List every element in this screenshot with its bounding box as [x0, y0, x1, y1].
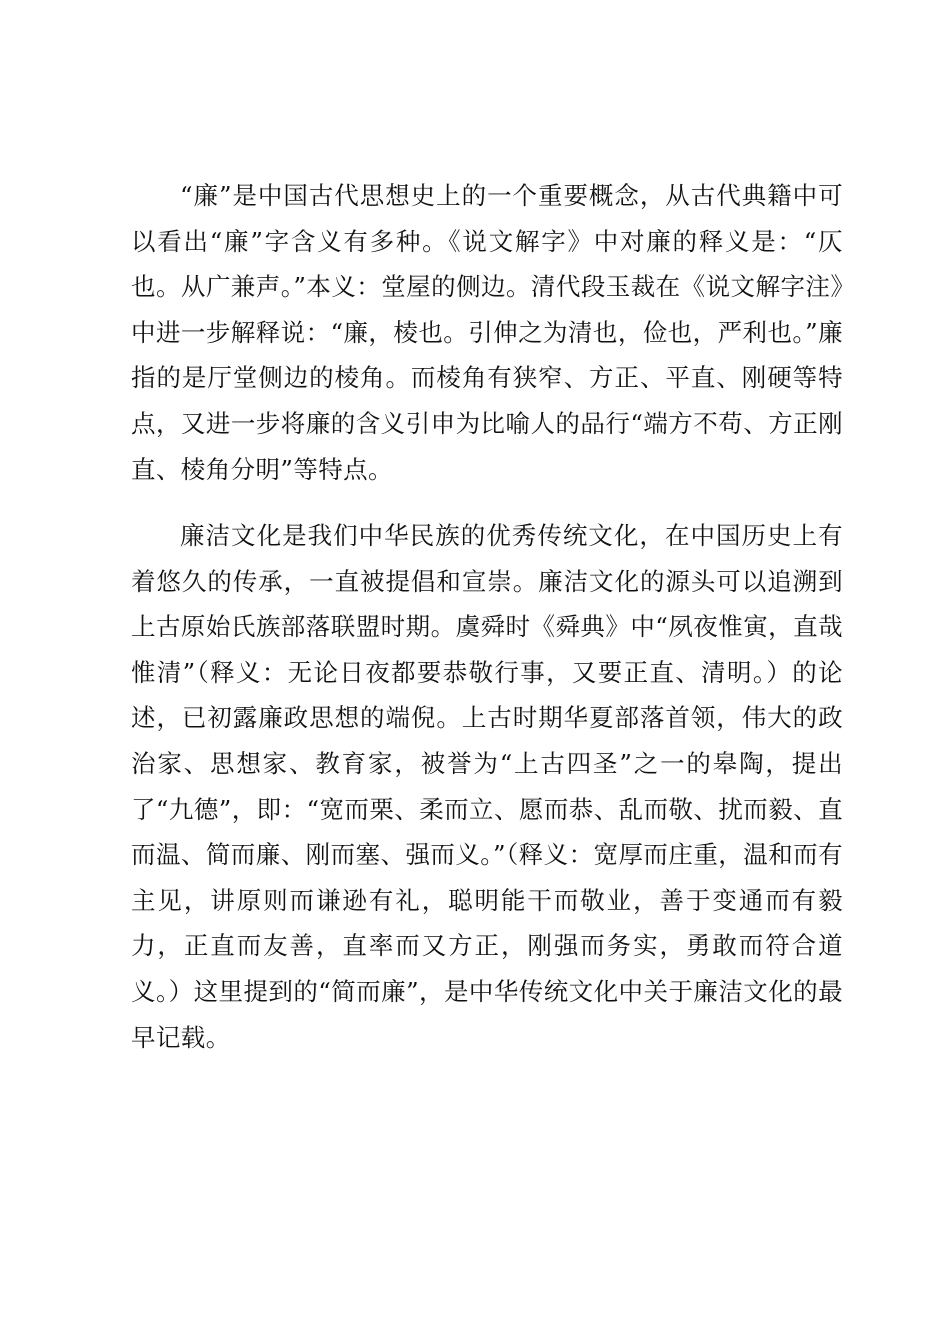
paragraph-integrity-culture: 廉洁文化是我们中华民族的优秀传统文化，在中国历史上有着悠久的传承，一直被提倡和宣崇。廉洁文化的源头可以追溯到上古原始氏族部落联盟时期。虞舜时《舜典》中“夙夜惟寅，直哉惟清”（释义：无论日夜都要恭敬行事，又要正直、清明。）的论述，已初露廉政思想的端倪。上古时期华夏部落首领，伟大的政治家、思想家、教育家，被誉为“上古四圣”之一的皋陶，提出了“九德”，即：“宽而栗、柔而立、愿而恭、乱而敬、扰而毅、直而温、简而廉、刚而塞、强而义。”（释义：宽厚而庄重，温和而有主见，讲原则而谦逊有礼，聪明能干而敬业，善于变通而有毅力，正直而友善，直率而又方正，刚强而务实，勇敢而符合道义。）这里提到的“简而廉”，是中华传统文化中关于廉洁文化的最早记载。 [131, 521, 843, 1052]
paragraph-lian-meaning: “廉”是中国古代思想史上的一个重要概念，从古代典籍中可以看出“廉”字含义有多种。《说文解字》中对廉的释义是：“仄也。从广兼声。”本义：堂屋的侧边。清代段玉裁在《说文解字注》中进一步解释说：“廉，棱也。引伸之为清也，俭也，严利也。”廉指的是厅堂侧边的棱角。而棱角有狭窄、方正、平直、刚硬等特点，又进一步将廉的含义引申为比喻人的品行“端方不苟、方正刚直、棱角分明”等特点。 [131, 181, 843, 484]
